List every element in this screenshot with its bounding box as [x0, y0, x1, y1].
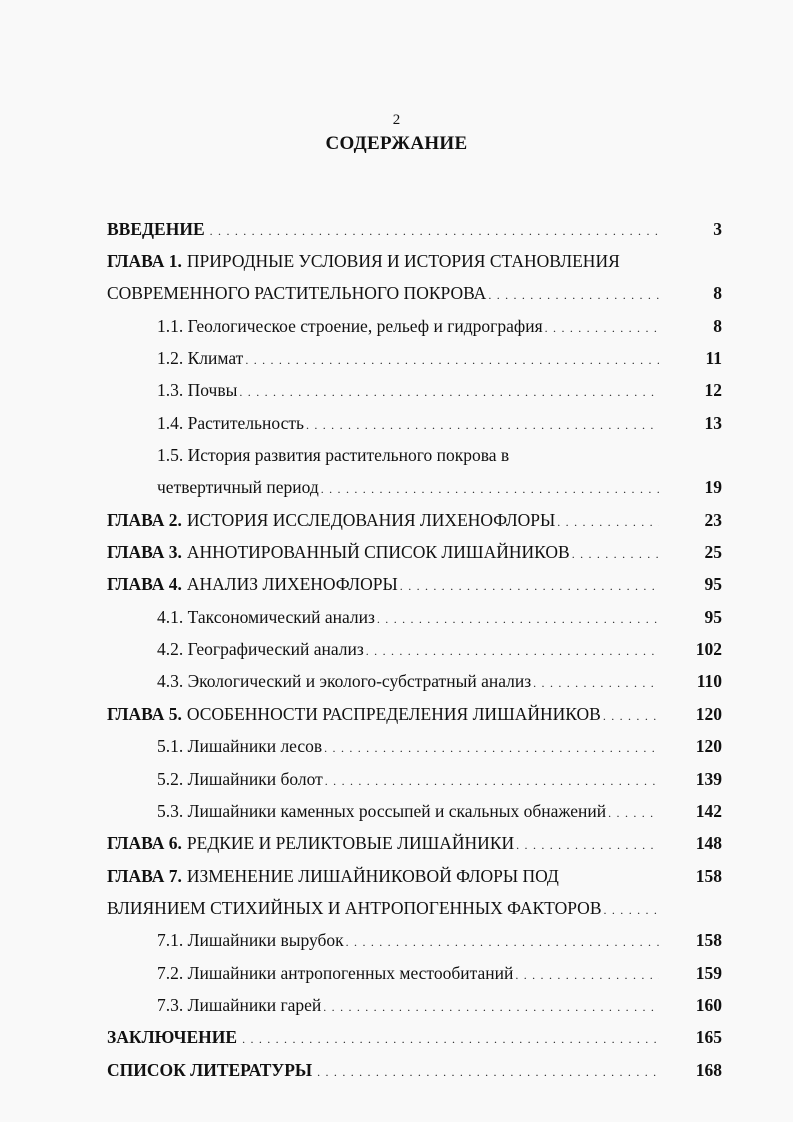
toc-page-number: 120 [695, 736, 722, 757]
toc-entry [107, 245, 722, 277]
toc-entry [107, 536, 722, 568]
toc-page-number: 165 [695, 1027, 722, 1048]
toc-leader-dots [516, 838, 659, 853]
toc-entry-title [107, 769, 659, 790]
toc-page-number: 159 [695, 962, 722, 983]
toc-entry [107, 763, 722, 795]
toc-entry-title [107, 930, 659, 951]
toc-entry-text: 4.3. Экологический и эколого-субстратный анализ [157, 671, 532, 692]
toc-entry-text: СОВРЕМЕННОГО РАСТИТЕЛЬНОГО ПОКРОВА [107, 283, 487, 304]
toc-entry-title [107, 445, 659, 466]
toc-entry-title [107, 1027, 659, 1048]
toc-entry-title [107, 413, 659, 434]
toc-entry-label: ГЛАВА 5. [107, 703, 182, 724]
toc-entry-text: ИЗМЕНЕНИЕ ЛИШАЙНИКОВОЙ ФЛОРЫ ПОД [186, 865, 559, 886]
toc-leader-dots [533, 676, 659, 691]
toc-entry-text: 7.2. Лишайники антропогенных местообитаний [157, 962, 514, 983]
toc-leader-dots [210, 224, 659, 239]
toc-entry-title [107, 671, 659, 692]
toc-entry [107, 439, 722, 471]
toc-leader-dots [377, 612, 659, 627]
toc-entry [107, 989, 722, 1021]
toc-entry-label: ГЛАВА 1. [107, 251, 182, 272]
toc-leader-dots [325, 774, 659, 789]
toc-entry-text: ОСОБЕННОСТИ РАСПРЕДЕЛЕНИЯ ЛИШАЙНИКОВ [186, 703, 601, 724]
toc-entry [107, 310, 722, 342]
toc-entry-text: 5.2. Лишайники болот [157, 768, 323, 789]
toc-entry-text: четвертичный период [157, 477, 319, 498]
toc-entry [107, 1054, 722, 1086]
toc-leader-dots [324, 741, 659, 756]
toc-entry-label: ГЛАВА 6. [107, 833, 182, 854]
toc-entry-text: 7.3. Лишайники гарей [157, 994, 322, 1015]
toc-leader-dots [306, 418, 659, 433]
toc-page-number: 12 [704, 380, 722, 401]
toc-entry [107, 569, 722, 601]
toc-page-number: 3 [713, 218, 722, 239]
page-title: СОДЕРЖАНИЕ [325, 133, 468, 154]
toc-entry-text: РЕДКИЕ И РЕЛИКТОВЫЕ ЛИШАЙНИКИ [186, 833, 515, 854]
toc-entry-text: 5.1. Лишайники лесов [157, 736, 323, 757]
toc-entry-text: 1.4. Растительность [157, 412, 304, 433]
toc-entry [107, 342, 722, 374]
toc-entry-text: АННОТИРОВАННЫЙ СПИСОК ЛИШАЙНИКОВ [186, 542, 570, 563]
toc-entry-title [107, 963, 659, 984]
toc-entry-title [107, 348, 659, 369]
toc-entry [107, 666, 722, 698]
toc-entry-title [107, 801, 659, 822]
toc-entry [107, 213, 722, 245]
toc-entry-title [107, 898, 659, 919]
toc-entry-label: СПИСОК ЛИТЕРАТУРЫ [107, 1059, 313, 1080]
toc-entry-title [107, 574, 659, 595]
toc-entry-title [107, 866, 659, 887]
toc-page-number: 120 [695, 703, 722, 724]
toc-entry [107, 925, 722, 957]
table-of-contents [107, 213, 722, 1086]
toc-leader-dots [245, 353, 659, 368]
toc-page-number: 158 [695, 865, 722, 886]
toc-entry-text: ВЛИЯНИЕМ СТИХИЙНЫХ И АНТРОПОГЕННЫХ ФАКТОРОВ [107, 897, 602, 918]
toc-entry-title [107, 704, 659, 725]
toc-entry-title [107, 736, 659, 757]
toc-entry [107, 731, 722, 763]
toc-leader-dots [323, 1000, 659, 1015]
toc-entry-title [107, 995, 659, 1016]
toc-leader-dots [557, 515, 659, 530]
toc-entry-text: 1.5. История развития растительного покрова в [157, 445, 510, 466]
toc-entry-title [107, 510, 659, 531]
toc-leader-dots [604, 903, 660, 918]
toc-entry-title [107, 542, 659, 563]
toc-entry [107, 633, 722, 665]
toc-entry-text: ПРИРОДНЫЕ УСЛОВИЯ И ИСТОРИЯ СТАНОВЛЕНИЯ [186, 251, 620, 272]
toc-leader-dots [242, 1032, 659, 1047]
toc-page-number: 25 [704, 542, 722, 563]
toc-page-number: 142 [695, 800, 722, 821]
toc-entry [107, 828, 722, 860]
toc-page-number: 19 [704, 477, 722, 498]
toc-page-number: 11 [705, 348, 722, 369]
toc-leader-dots [603, 709, 659, 724]
toc-entry-text: 4.2. Географический анализ [157, 639, 364, 660]
toc-entry-text: 1.2. Климат [157, 348, 244, 369]
toc-page-number: 160 [695, 994, 722, 1015]
toc-entry-title [107, 1060, 659, 1081]
toc-entry-label: ГЛАВА 2. [107, 509, 182, 530]
toc-entry-text: 1.1. Геологическое строение, рельеф и гидрография [157, 315, 543, 336]
toc-entry [107, 407, 722, 439]
toc-entry [107, 795, 722, 827]
toc-leader-dots [515, 968, 659, 983]
toc-entry [107, 1022, 722, 1054]
toc-leader-dots [608, 806, 659, 821]
toc-entry [107, 698, 722, 730]
toc-entry-label: ГЛАВА 7. [107, 865, 182, 886]
toc-page-number: 13 [704, 412, 722, 433]
toc-entry-text: ИСТОРИЯ ИССЛЕДОВАНИЯ ЛИХЕНОФЛОРЫ [186, 509, 556, 530]
toc-entry-title [107, 833, 659, 854]
toc-entry-title [107, 380, 659, 401]
toc-page-number: 148 [695, 833, 722, 854]
toc-leader-dots [239, 385, 659, 400]
toc-entry [107, 504, 722, 536]
toc-leader-dots [366, 644, 659, 659]
toc-entry [107, 601, 722, 633]
toc-leader-dots [488, 288, 659, 303]
toc-leader-dots [317, 1065, 659, 1080]
toc-page-number: 23 [704, 509, 722, 530]
toc-entry-text: АНАЛИЗ ЛИХЕНОФЛОРЫ [186, 574, 398, 595]
toc-leader-dots [321, 482, 659, 497]
toc-entry-title [107, 316, 659, 337]
toc-page-number: 168 [695, 1059, 722, 1080]
toc-leader-dots [545, 321, 659, 336]
toc-entry [107, 375, 722, 407]
toc-leader-dots [346, 935, 659, 950]
toc-entry [107, 472, 722, 504]
toc-leader-dots [572, 547, 659, 562]
toc-entry-title [107, 219, 659, 240]
toc-page-number: 95 [704, 574, 722, 595]
toc-page-number: 139 [695, 768, 722, 789]
toc-entry-text: 4.1. Таксономический анализ [157, 606, 375, 627]
toc-entry-label: ЗАКЛЮЧЕНИЕ [107, 1027, 238, 1048]
toc-entry-title [107, 251, 659, 272]
toc-page-number: 95 [704, 606, 722, 627]
toc-entry-text: 7.1. Лишайники вырубок [157, 930, 344, 951]
page-number: 2 [392, 112, 401, 128]
toc-entry-label: ВВЕДЕНИЕ [107, 218, 205, 239]
toc-entry [107, 892, 722, 924]
toc-entry [107, 860, 722, 892]
toc-page-number: 158 [695, 930, 722, 951]
toc-page-number: 8 [713, 315, 722, 336]
toc-entry-text: 5.3. Лишайники каменных россыпей и скальных обнажений [157, 800, 607, 821]
toc-entry-label: ГЛАВА 4. [107, 574, 182, 595]
toc-entry-title [107, 477, 659, 498]
toc-entry-title [107, 639, 659, 660]
toc-entry-title [107, 607, 659, 628]
toc-entry-label: ГЛАВА 3. [107, 542, 182, 563]
toc-entry [107, 278, 722, 310]
toc-entry [107, 957, 722, 989]
toc-entry-title [107, 283, 659, 304]
toc-entry-text: 1.3. Почвы [157, 380, 238, 401]
toc-page-number: 8 [713, 283, 722, 304]
toc-leader-dots [400, 579, 659, 594]
toc-page-number: 102 [695, 639, 722, 660]
toc-page-number: 110 [696, 671, 722, 692]
